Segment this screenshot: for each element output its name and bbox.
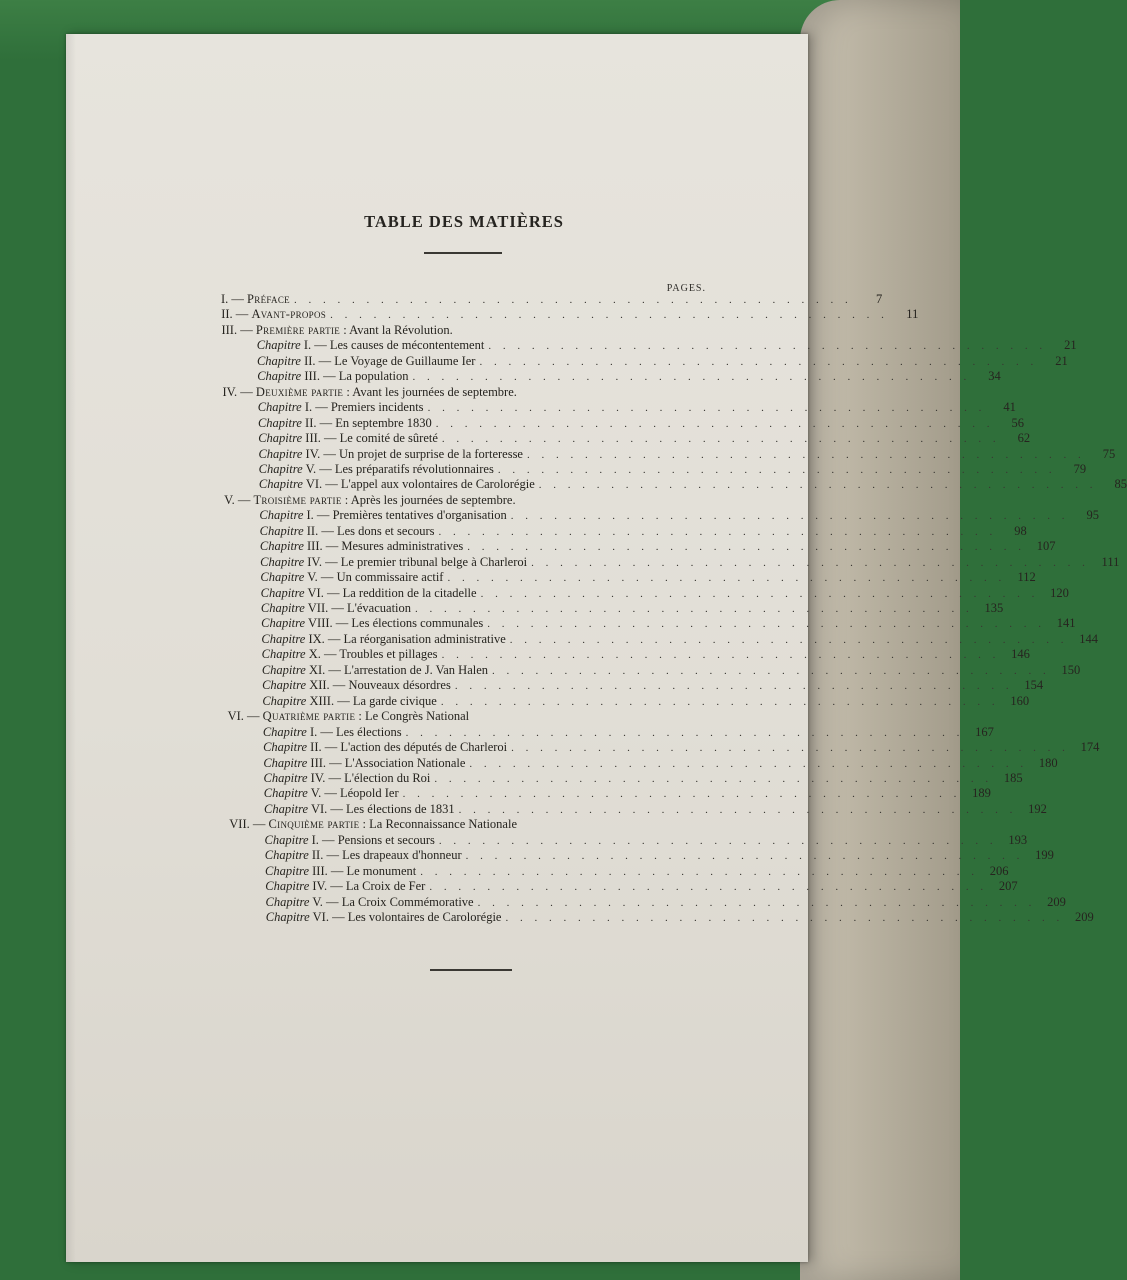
entry-number: IV. — [305, 446, 336, 461]
entry-name: Les élections communales [351, 616, 484, 631]
toc-chapter-entry [261, 647, 1030, 663]
toc-chapter-entry [260, 585, 1069, 602]
leader-dots: . . . . . . . . . . . . . . . . . . . . . . . . . . . . . . . . . . . . . . . [405, 726, 964, 739]
toc-chapter-entry [257, 415, 1025, 432]
leader-dots: . . . . . . . . . . . . . . . . . . . . . . . . . . . . . . . . . . . . . . . [458, 803, 1017, 816]
toc-chapter-entry [264, 832, 1028, 849]
entry-page-number: 79 [1073, 461, 1087, 476]
toc-section-entry [221, 323, 712, 339]
entry-page-number: 120 [1050, 585, 1069, 600]
leader-dots: . . . . . . . . . . . . . . . . . . . . . . . . . . . . . . . . . . . . . . . [488, 340, 1047, 353]
entry-number: V. — [224, 492, 251, 507]
entry-subtitle: Après les journées de septembre. [350, 492, 516, 507]
entry-name: Le monument [346, 863, 417, 878]
entry-label [257, 338, 485, 353]
entry-number: VII. — [229, 817, 266, 832]
leader-dots: . . . . . . . . . . . . . . . . . . . . . . . . . . . . . . . . . . . . . . . [454, 680, 1014, 693]
book-page [66, 34, 1127, 1262]
entry-page-number: 189 [972, 786, 991, 801]
leader-dots: . . . . . . . . . . . . . . . . . . . . . . . . . . . . . . . . . . . . . . . [438, 834, 998, 847]
leader-dots: . . . . . . . . . . . . . . . . . . . . . . . . . . . . . . . . . . . . . . . [511, 742, 1070, 755]
entry-name: Premiers incidents [330, 400, 424, 415]
toc-chapter-entry [265, 879, 1018, 895]
entry-subtitle: Avant la Révolution. [349, 322, 453, 337]
entry-name: La garde civique [352, 693, 437, 708]
entry-label [260, 555, 527, 570]
entry-label [264, 786, 399, 801]
entry-label [221, 292, 290, 307]
entry-number: II. — [304, 353, 332, 368]
entry-label: V. — Troisième partie : Après les journées de septembre. [224, 492, 516, 507]
chapter-word: Chapitre [260, 601, 305, 615]
toc-section-entry [221, 292, 883, 308]
entry-number: V. — [312, 894, 339, 909]
entry-page-number: 209 [1075, 910, 1094, 924]
toc-chapter-entry [259, 523, 1027, 540]
entry-label [263, 740, 507, 755]
toc-chapter-entry [265, 910, 1094, 926]
leader-dots: . . . . . . . . . . . . . . . . . . . . . . . . . . . . . . . . . . . . . . . [487, 618, 1046, 631]
chapter-word: Chapitre [256, 353, 301, 368]
entry-number: VI. — [227, 709, 260, 724]
entry-number: V. — [310, 786, 337, 801]
leader-dots: . . . . . . . . . . . . . . . . . . . . . . . . . . . . . . . . . . . . . . . [440, 695, 1000, 708]
chapter-word: Chapitre [263, 770, 308, 785]
entry-page-number: 41 [1003, 400, 1016, 415]
entry-label [262, 663, 488, 678]
entry-number: XI. — [308, 662, 341, 677]
entry-page-number: 135 [984, 601, 1004, 615]
entry-name: Le premier tribunal belge à Charleroi [340, 554, 528, 569]
entry-label [260, 570, 443, 585]
entry-number: VI. — [305, 477, 338, 492]
toc-chapter-entry [263, 740, 1100, 756]
toc-chapter-entry [260, 570, 1036, 586]
leader-dots: . . . . . . . . . . . . . . . . . . . . . . . . . . . . . . . . . . . . . . . [509, 633, 1069, 646]
toc-chapter-entry [261, 616, 1076, 632]
entry-number: XIII. — [309, 693, 350, 708]
entry-name: Les élections de 1831 [346, 801, 455, 816]
entry-label [262, 647, 438, 662]
entry-subtitle: Avant les journées de septembre. [352, 384, 517, 399]
entry-page-number: 209 [1047, 894, 1066, 909]
entry-name: La population [338, 369, 409, 384]
entry-number: XII. — [309, 678, 346, 693]
entry-page-number: 21 [1055, 353, 1068, 368]
entry-page-number: 112 [1017, 570, 1036, 585]
entry-label [264, 771, 431, 786]
entry-label [260, 539, 463, 554]
chapter-word: Chapitre [258, 446, 303, 461]
leader-dots: . . . . . . . . . . . . . . . . . . . . . . . . . . . . . . . . . . . . . . . [441, 433, 1001, 446]
entry-page-number: 193 [1008, 832, 1028, 847]
entry-page-number: 192 [1028, 801, 1047, 816]
entry-page-number: 56 [1011, 415, 1025, 430]
chapter-word: Chapitre [259, 539, 304, 554]
entry-name: La reddition de la citadelle [342, 585, 477, 600]
entry-label [261, 601, 411, 616]
entry-label [259, 462, 494, 477]
entry-name: Les volontaires de Carolorégie [347, 910, 502, 924]
entry-page-number: 180 [1038, 755, 1058, 770]
entry-number: II. — [305, 415, 333, 430]
entry-page-number: 141 [1056, 616, 1076, 631]
entry-number: I. — [221, 292, 244, 306]
entry-number: IV. — [307, 554, 338, 569]
entry-name: Léopold Ier [339, 786, 399, 801]
entry-name: Les élections [335, 724, 402, 739]
entry-name: Pensions et secours [337, 832, 435, 847]
entry-label [260, 524, 435, 539]
entry-name: La Croix Commémorative [341, 894, 474, 909]
entry-label [221, 307, 326, 322]
entry-label [257, 369, 408, 384]
chapter-word: Chapitre [259, 523, 304, 538]
entry-page-number: 199 [1035, 848, 1054, 863]
chapter-word: Chapitre [256, 338, 301, 353]
entry-page-number: 207 [998, 879, 1018, 894]
entry-number: II. — [221, 307, 249, 322]
entry-name: Mesures administratives [341, 539, 464, 554]
entry-number: IV. — [312, 879, 343, 894]
toc-section-entry [228, 709, 716, 725]
chapter-word: Chapitre [258, 477, 303, 492]
entry-label [259, 477, 535, 492]
chapter-word: Chapitre [264, 832, 309, 847]
entry-label [261, 616, 483, 631]
entry-page-number: 75 [1102, 446, 1116, 461]
chapter-word: Chapitre [258, 461, 303, 476]
entry-label [257, 354, 475, 369]
entry-page-number: 167 [975, 724, 994, 739]
toc-chapter-entry [265, 894, 1066, 911]
entry-page-number: 144 [1079, 631, 1099, 646]
entry-name: Cinquième partie [268, 817, 360, 832]
chapter-word: Chapitre [262, 724, 307, 739]
entry-page-number: 34 [988, 369, 1001, 384]
entry-page-number: 11 [906, 307, 919, 322]
title-rule [424, 252, 502, 254]
entry-number: VI. — [310, 801, 343, 816]
entry-number: IV. — [310, 770, 341, 785]
entry-name: En septembre 1830 [335, 415, 432, 430]
toc-chapter-entry [263, 755, 1058, 772]
entry-name: Les drapeaux d'honneur [342, 848, 462, 863]
toc-chapter-entry [257, 369, 1001, 385]
entry-page-number: 185 [1003, 770, 1023, 785]
entry-label: VII. — Cinquième partie : La Reconnaissance Nationale [229, 817, 517, 832]
entry-label [265, 864, 416, 879]
chapter-word: Chapitre [257, 415, 302, 430]
toc-chapter-entry [258, 461, 1087, 478]
entry-name: Troisième partie [253, 492, 342, 507]
entry-number: III. — [304, 369, 336, 384]
entry-number: I. — [303, 338, 327, 353]
leader-dots: . . . . . . . . . . . . . . . . . . . . . . . . . . . . . . . . . . . . . . . [510, 510, 1070, 523]
chapter-word: Chapitre [263, 740, 308, 755]
leader-dots: . . . . . . . . . . . . . . . . . . . . . . . . . . . . . . . . . . . . . . . [477, 896, 1036, 909]
toc-chapter-entry [265, 863, 1009, 880]
entry-number: I. — [309, 724, 333, 739]
toc-chapter-entry [262, 678, 1044, 694]
entry-page-number: 154 [1024, 678, 1044, 693]
leader-dots: . . . . . . . . . . . . . . . . . . . . . . . . . . . . . . . . . . . . . . . [480, 587, 1039, 600]
entry-page-number: 107 [1036, 539, 1056, 554]
chapter-word: Chapitre [263, 755, 308, 770]
entry-number: II. — [310, 740, 338, 755]
entry-page-number: 111 [1101, 554, 1120, 569]
entry-number: X. — [308, 647, 337, 662]
entry-name: Le Voyage de Guillaume Ier [334, 353, 476, 368]
chapter-word: Chapitre [263, 786, 308, 801]
entry-number: IX. — [308, 631, 341, 646]
toc-chapter-entry [260, 554, 1120, 571]
chapter-word: Chapitre [264, 848, 309, 863]
toc-chapter-entry [258, 477, 1127, 493]
leader-dots: . . . . . . . . . . . . . . . . . . . . . . . . . . . . . . . . . . . . . . . [492, 664, 1051, 677]
entry-page-number: 160 [1010, 693, 1030, 708]
entry-number: VII. — [307, 601, 344, 615]
entry-name: Quatrième partie [262, 709, 356, 724]
entry-number: I. — [304, 400, 328, 415]
page-title: TABLE DES MATIÈRES [364, 212, 564, 231]
entry-label: IV. — Deuxième partie : Avant les journées de septembre. [222, 384, 517, 399]
leader-dots: . . . . . . . . . . . . . . . . . . . . . . . . . . . . . . . . . . . . . . . [531, 556, 1090, 569]
entry-label [258, 431, 438, 446]
leader-dots: . . . . . . . . . . . . . . . . . . . . . . . . . . . . . . . . . . . . . . . [538, 479, 1097, 492]
toc-section-entry [221, 307, 919, 323]
entry-name: Nouveaux désordres [348, 678, 451, 693]
entry-label [264, 802, 455, 817]
entry-number: III. — [307, 539, 339, 554]
leader-dots: . . . . . . . . . . . . . . . . . . . . . . . . . . . . . . . . . . . . . . . [420, 865, 979, 878]
toc-section-entry [224, 493, 714, 509]
entry-label: III. — Première partie : Avant la Révolution. [221, 322, 453, 337]
entry-number: II. — [306, 523, 334, 538]
entry-name: Première partie [255, 322, 341, 337]
toc-chapter-entry [258, 446, 1116, 463]
toc-chapter-entry [261, 631, 1099, 648]
entry-number: VIII. — [308, 616, 349, 631]
entry-page-number: 21 [1064, 338, 1077, 353]
toc-chapter-entry [263, 786, 991, 802]
entry-name: Un commissaire actif [336, 570, 444, 585]
entry-name: L'action des députés de Charleroi [340, 740, 508, 755]
toc-chapter-entry [256, 338, 1077, 354]
entry-name: Le comité de sûreté [339, 431, 438, 446]
entry-label [261, 632, 505, 647]
chapter-word: Chapitre [259, 508, 304, 523]
entry-name: La Croix de Fer [345, 879, 426, 894]
toc-chapter-entry [256, 353, 1068, 370]
entry-page-number: 174 [1080, 740, 1100, 755]
leader-dots: . . . . . . . . . . . . . . . . . . . . . . . . . . . . . . . . . . . . . . . [415, 603, 974, 615]
leader-dots: . . . . . . . . . . . . . . . . . . . . . . . . . . . . . . . . . . . . . . . [402, 788, 961, 801]
entry-number: V. — [305, 461, 332, 476]
entry-name: Les dons et secours [336, 523, 435, 538]
entry-label [265, 848, 462, 863]
leader-dots: . . . . . . . . . . . . . . . . . . . . . . . . . . . . . . . . . . . . . . . [465, 850, 1024, 863]
toc-chapter-entry [260, 601, 1004, 617]
entry-number: VI. — [312, 910, 345, 924]
toc-chapter-entry [261, 662, 1081, 679]
chapter-word: Chapitre [261, 616, 306, 631]
entry-name: Un projet de surprise de la forteresse [339, 446, 523, 461]
toc-chapter-entry [258, 431, 1031, 447]
chapter-word: Chapitre [260, 570, 305, 585]
chapter-word: Chapitre [261, 662, 306, 677]
entry-label [266, 895, 474, 910]
entry-number: IV. — [222, 384, 253, 399]
leader-dots: . . . . . . . . . . . . . . . . . . . . . . . . . . . . . . . . . . . . . . . [469, 757, 1028, 770]
entry-label [258, 416, 432, 431]
toc-chapter-entry [259, 508, 1100, 524]
entry-name: Premières tentatives d'organisation [332, 508, 507, 523]
leader-dots: . . . . . . . . . . . . . . . . . . . . . . . . . . . . . . . . . . . . . . . [330, 309, 889, 322]
entry-label [266, 910, 502, 925]
leader-dots: . . . . . . . . . . . . . . . . . . . . . . . . . . . . . . . . . . . . . . . [438, 525, 997, 538]
chapter-word: Chapitre [265, 894, 310, 909]
chapter-word: Chapitre [260, 585, 305, 600]
toc-chapter-entry [264, 848, 1054, 864]
entry-label [261, 586, 477, 601]
entry-number: III. — [305, 431, 337, 446]
entry-subtitle: La Reconnaissance Nationale [369, 817, 517, 832]
leader-dots: . . . . . . . . . . . . . . . . . . . . . . . . . . . . . . . . . . . . . . . [427, 402, 986, 415]
entry-name: Deuxième partie [255, 384, 344, 399]
entry-label [263, 756, 465, 771]
toc-chapter-entry [259, 539, 1056, 555]
chapter-word: Chapitre [262, 678, 307, 693]
entry-name: Avant-propos [251, 307, 327, 322]
toc-chapter-entry [263, 770, 1023, 787]
entry-number: III. — [312, 863, 344, 878]
leader-dots: . . . . . . . . . . . . . . . . . . . . . . . . . . . . . . . . . . . . . . . [497, 463, 1057, 476]
toc-section-entry [222, 385, 712, 401]
entry-label [262, 678, 451, 693]
entry-page-number: 62 [1017, 431, 1031, 446]
chapter-word: Chapitre [257, 369, 302, 384]
entry-name: L'évacuation [347, 601, 412, 615]
leader-dots: . . . . . . . . . . . . . . . . . . . . . . . . . . . . . . . . . . . . . . . [479, 355, 1038, 368]
entry-page-number: 206 [989, 863, 1009, 878]
entry-label [259, 508, 506, 523]
entry-number: III. — [221, 322, 253, 337]
leader-dots: . . . . . . . . . . . . . . . . . . . . . . . . . . . . . . . . . . . . . . . [293, 294, 853, 306]
chapter-word: Chapitre [265, 863, 309, 878]
toc-chapter-entry [262, 693, 1030, 710]
entry-subtitle: Le Congrès National [364, 709, 470, 724]
entry-name: L'élection du Roi [344, 770, 431, 785]
leader-dots: . . . . . . . . . . . . . . . . . . . . . . . . . . . . . . . . . . . . . . . [412, 371, 971, 384]
entry-name: Préface [247, 292, 290, 306]
entry-page-number: 7 [875, 292, 883, 306]
leader-dots: . . . . . . . . . . . . . . . . . . . . . . . . . . . . . . . . . . . . . . . [526, 448, 1086, 461]
entry-page-number: 146 [1011, 647, 1030, 662]
entry-name: Les préparatifs révolutionnaires [334, 461, 494, 476]
entry-page-number: 98 [1014, 523, 1027, 538]
toc-section-entry [229, 817, 717, 833]
entry-label [262, 694, 436, 709]
pages-column-label: PAGES. [666, 283, 706, 294]
entry-label [263, 725, 402, 740]
entry-name: Troubles et pillages [339, 647, 438, 662]
entry-label: VI. — Quatrième partie : Le Congrès National [227, 709, 470, 724]
entry-name: Les causes de mécontentement [329, 338, 485, 353]
leader-dots: . . . . . . . . . . . . . . . . . . . . . . . . . . . . . . . . . . . . . . . [434, 772, 993, 785]
entry-label [258, 400, 424, 415]
toc-chapter-entry [264, 801, 1047, 818]
chapter-word: Chapitre [265, 910, 310, 924]
chapter-word: Chapitre [262, 693, 307, 708]
entry-number: I. — [306, 508, 330, 523]
end-rule [430, 969, 512, 971]
chapter-word: Chapitre [257, 400, 302, 415]
entry-page-number: 150 [1061, 662, 1081, 677]
chapter-word: Chapitre [258, 431, 303, 446]
entry-number: III. — [310, 755, 342, 770]
toc-chapter-entry [262, 724, 994, 741]
leader-dots: . . . . . . . . . . . . . . . . . . . . . . . . . . . . . . . . . . . . . . . [505, 912, 1064, 924]
entry-page-number: 85 [1114, 477, 1127, 492]
entry-number: V. — [307, 570, 334, 585]
leader-dots: . . . . . . . . . . . . . . . . . . . . . . . . . . . . . . . . . . . . . . . [447, 572, 1006, 585]
entry-label [265, 833, 435, 848]
chapter-word: Chapitre [261, 647, 306, 662]
entry-number: VI. — [307, 585, 340, 600]
chapter-word: Chapitre [264, 801, 309, 816]
leader-dots: . . . . . . . . . . . . . . . . . . . . . . . . . . . . . . . . . . . . . . . [429, 881, 988, 894]
entry-name: L'appel aux volontaires de Carolorégie [340, 477, 535, 492]
chapter-word: Chapitre [265, 879, 310, 894]
entry-page-number: 95 [1086, 508, 1100, 523]
leader-dots: . . . . . . . . . . . . . . . . . . . . . . . . . . . . . . . . . . . . . . . [467, 541, 1026, 554]
chapter-word: Chapitre [260, 554, 305, 569]
leader-dots: . . . . . . . . . . . . . . . . . . . . . . . . . . . . . . . . . . . . . . . [435, 417, 995, 430]
entry-name: L'arrestation de J. Van Halen [344, 662, 489, 677]
entry-number: II. — [311, 848, 339, 863]
entry-label [265, 879, 425, 894]
toc-chapter-entry [257, 400, 1016, 416]
entry-name: L'Association Nationale [344, 755, 466, 770]
entry-label [258, 447, 523, 462]
entry-number: I. — [311, 832, 335, 847]
leader-dots: . . . . . . . . . . . . . . . . . . . . . . . . . . . . . . . . . . . . . . . [441, 649, 1000, 662]
chapter-word: Chapitre [261, 631, 306, 646]
entry-name: La réorganisation administrative [343, 631, 506, 646]
